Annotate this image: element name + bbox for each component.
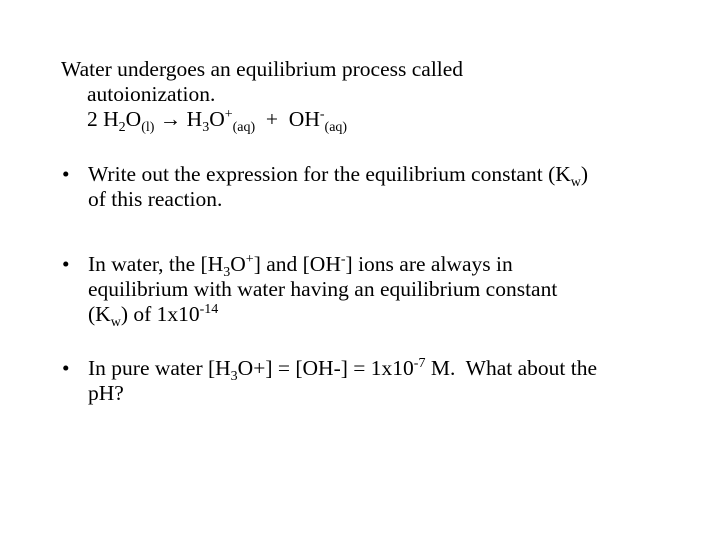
bullet-icon: •	[62, 252, 70, 276]
bullet-line	[62, 162, 589, 190]
text-part: ] and [OH	[253, 252, 341, 276]
eq-sub: 3	[202, 120, 210, 135]
eq-part: O	[209, 107, 225, 131]
text-part: O+] = [OH-] = 1x10	[237, 356, 414, 380]
intro-line-1: Water undergoes an equilibrium process called	[61, 57, 464, 81]
text-part: (K	[88, 302, 111, 326]
bullet-line-2: equilibrium with water having an equilibrium constant	[88, 277, 558, 301]
eq-part: O	[125, 107, 142, 131]
text-part: ) of 1x10	[120, 302, 200, 326]
bullet-line-3	[62, 302, 557, 330]
bullet-text	[62, 356, 598, 384]
eq-part: → H	[154, 107, 203, 131]
bullet-icon: •	[62, 356, 70, 380]
autoionization-equation	[61, 107, 463, 135]
eq-part: 2 H	[87, 107, 119, 131]
text-part: M. What about the	[425, 356, 598, 380]
bullet-line-2: pH?	[88, 381, 124, 405]
eq-sup: +	[224, 107, 233, 122]
subscript: w	[570, 175, 581, 190]
superscript: -	[340, 252, 346, 267]
eq-part: + OH	[255, 107, 320, 131]
bullet-line	[62, 356, 598, 384]
text-part: Write out the expression for the equilibrium constant (K	[88, 162, 571, 186]
bullet-line	[62, 252, 557, 280]
eq-sub: 2	[118, 120, 126, 135]
text-part: In pure water [H	[88, 356, 231, 380]
subscript: 3	[230, 369, 238, 384]
subscript: 3	[223, 265, 231, 280]
eq-sub: (l)	[141, 120, 155, 135]
intro-line-2: autoionization.	[87, 82, 216, 106]
bullet-item-pure-water-ph	[62, 356, 597, 406]
subscript: w	[110, 315, 121, 330]
eq-sup: -	[319, 107, 325, 122]
superscript: +	[245, 252, 254, 267]
text-part: ] ions are always in	[345, 252, 513, 276]
text-part: In water, the [H	[88, 252, 224, 276]
bullet-text	[62, 252, 557, 280]
text-part: )	[580, 162, 589, 186]
intro-paragraph	[61, 57, 464, 135]
eq-sub: (aq)	[324, 120, 348, 135]
bullet-text	[62, 162, 589, 190]
superscript: -14	[199, 302, 219, 317]
superscript: -7	[413, 356, 426, 371]
bullet-item-ion-equilibrium	[62, 252, 558, 330]
bullet-line-2: of this reaction.	[88, 187, 223, 211]
text-part: O	[230, 252, 246, 276]
bullet-icon: •	[62, 162, 70, 186]
bullet-item-kw-expression	[62, 162, 588, 212]
eq-sub: (aq)	[232, 120, 256, 135]
